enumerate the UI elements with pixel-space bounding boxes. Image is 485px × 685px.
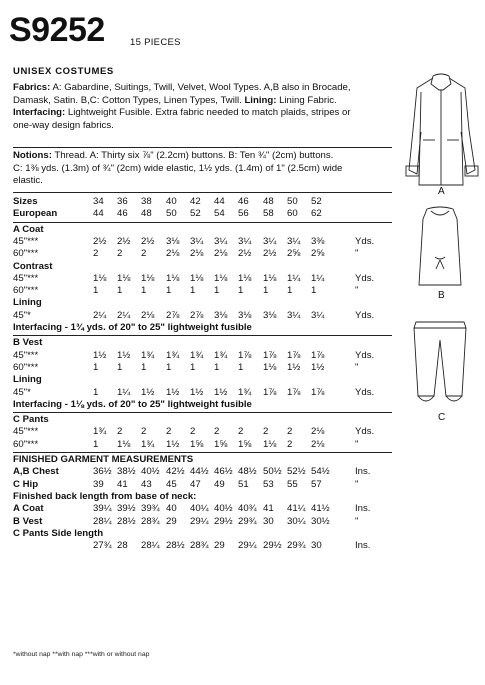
table-cell: 1⅛: [190, 272, 204, 284]
figure-c-label: C: [438, 412, 446, 423]
table-cell: 1¾: [93, 426, 107, 438]
row-label: 45"*: [13, 309, 31, 321]
table-cell: 2: [238, 426, 244, 438]
table-cell: 2: [141, 426, 147, 438]
table-cell: 2½: [238, 248, 252, 260]
table-cell: 1⅛: [263, 361, 277, 373]
fabrics-line4: one-way design fabrics.: [13, 119, 114, 131]
table-cell: 1⅛: [117, 272, 131, 284]
table-cell: 41¼: [287, 503, 306, 515]
table-cell: 2: [190, 426, 196, 438]
table-cell: 2⅛: [214, 248, 228, 260]
table-cell: 1½: [311, 361, 325, 373]
table-cell: 1⅞: [238, 349, 252, 361]
unit-label: Yds.: [355, 349, 375, 361]
table-cell: 38½: [117, 466, 136, 478]
row-label: 60"***: [13, 285, 39, 297]
table-cell: 2: [263, 426, 269, 438]
table-cell: 44: [93, 208, 104, 220]
table-cell: 55: [287, 478, 298, 490]
table-cell: 46½: [214, 466, 233, 478]
table-cell: 2: [93, 248, 99, 260]
table-cell: 1¼: [287, 272, 301, 284]
table-cell: 39¾: [141, 503, 160, 515]
table-cell: 60: [287, 208, 298, 220]
unit-label: Ins.: [355, 540, 371, 552]
row-label: 45"*: [13, 386, 31, 398]
table-cell: 3¼: [238, 235, 252, 247]
table-cell: 3⅛: [166, 235, 180, 247]
table-cell: 2⅛: [166, 248, 180, 260]
divider: [13, 192, 392, 193]
table-cell: 1: [166, 285, 172, 297]
table-cell: 1½: [93, 349, 107, 361]
table-cell: 2: [287, 438, 293, 450]
unit-label: Ins.: [355, 503, 371, 515]
table-cell: 3¼: [214, 235, 228, 247]
interfacing-label: Interfacing:: [13, 107, 66, 119]
table-cell: 1¾: [238, 386, 252, 398]
table-cell: 1: [93, 438, 99, 450]
row-label: Lining: [13, 374, 42, 386]
table-cell: 2: [287, 426, 293, 438]
table-cell: 1: [190, 361, 196, 373]
table-cell: 57: [311, 478, 322, 490]
unit-label: ": [355, 361, 359, 373]
unit-label: Ins.: [355, 466, 371, 478]
table-cell: 2⅝: [311, 248, 325, 260]
table-cell: 2⅛: [141, 309, 155, 321]
table-cell: 47: [190, 478, 201, 490]
table-cell: 1⅝: [214, 438, 228, 450]
fabrics-line1: A: Gabardine, Suitings, Twill, Velvet, Wool Types. A,B also in Brocade,: [50, 82, 351, 93]
row-label: Interfacing - 1¾ yds. of 20" to 25" lightweight fusible: [13, 322, 252, 333]
unit-label: Yds.: [355, 426, 375, 438]
piece-count: 15 PIECES: [130, 37, 181, 48]
row-label: Contrast: [13, 260, 53, 272]
notions-line2: C: 1⅜ yds. (1.3m) of ¾" (2cm) wide elastic, 1½ yds. (1.4m) of 1" (2.5cm) wide: [13, 162, 343, 174]
row-label: A Coat: [13, 503, 44, 515]
table-cell: 1⅛: [263, 438, 277, 450]
table-cell: 30: [311, 540, 322, 552]
table-cell: 3¼: [190, 235, 204, 247]
table-cell: 1½: [190, 386, 204, 398]
table-cell: 1: [238, 285, 244, 297]
table-cell: 1⅛: [214, 272, 228, 284]
table-cell: 43: [141, 478, 152, 490]
row-label: 60"***: [13, 361, 39, 373]
table-cell: 1¾: [141, 349, 155, 361]
table-cell: 2⅛: [190, 248, 204, 260]
table-cell: 2½: [117, 235, 131, 247]
table-cell: 54½: [311, 466, 330, 478]
row-label: A,B Chest: [13, 466, 59, 478]
table-cell: 40: [166, 503, 177, 515]
row-label: C Pants Side length: [13, 527, 104, 539]
table-cell: 39½: [117, 503, 136, 515]
table-cell: 58: [263, 208, 274, 220]
unit-label: Yds.: [355, 272, 375, 284]
table-cell: 3¼: [287, 309, 301, 321]
divider: [13, 452, 392, 453]
table-cell: 52: [190, 208, 201, 220]
table-cell: 1⅞: [263, 349, 277, 361]
table-cell: 41: [117, 478, 128, 490]
table-cell: 1¼: [117, 386, 131, 398]
table-cell: 1¾: [166, 349, 180, 361]
table-cell: 1: [117, 285, 123, 297]
pants-illustration: [410, 318, 470, 408]
table-cell: 1½: [141, 386, 155, 398]
unit-label: Yds.: [355, 235, 375, 247]
table-cell: 2½: [93, 235, 107, 247]
table-cell: 48: [141, 208, 152, 220]
table-cell: 1¾: [190, 349, 204, 361]
row-label: 45"***: [13, 272, 39, 284]
table-cell: 1½: [166, 438, 180, 450]
table-cell: 1⅛: [166, 272, 180, 284]
table-cell: 29¼: [238, 540, 257, 552]
notions-line1: Thread. A: Thirty six ⅞" (2.2cm) buttons. B: Ten ¾" (2cm) buttons.: [51, 150, 334, 161]
notions-line3: elastic.: [13, 175, 43, 187]
table-cell: 48: [263, 196, 274, 207]
table-cell: 1: [166, 361, 172, 373]
row-label: A Coat: [13, 223, 44, 235]
table-cell: 2½: [263, 248, 277, 260]
table-cell: 1: [214, 361, 220, 373]
table-cell: 50½: [263, 466, 282, 478]
lining-label: Lining:: [244, 94, 277, 106]
table-cell: 1½: [117, 349, 131, 361]
table-cell: 29: [214, 540, 225, 552]
pattern-number: S9252: [9, 11, 105, 49]
table-cell: 29¾: [287, 540, 306, 552]
table-cell: 1¼: [311, 272, 325, 284]
table-cell: 42½: [166, 466, 185, 478]
table-cell: 2¼: [93, 309, 107, 321]
table-cell: 30: [263, 515, 274, 527]
table-cell: 30¼: [287, 515, 306, 527]
table-cell: 1¾: [141, 438, 155, 450]
table-cell: 30½: [311, 515, 330, 527]
table-cell: 27¾: [93, 540, 112, 552]
table-cell: 40½: [141, 466, 160, 478]
table-cell: 52½: [287, 466, 306, 478]
table-cell: 1: [311, 285, 317, 297]
table-cell: 1⅞: [287, 386, 301, 398]
table-cell: 39¼: [93, 503, 112, 515]
row-label: B Vest: [13, 337, 43, 349]
table-cell: 28¼: [93, 515, 112, 527]
table-cell: 1: [93, 386, 99, 398]
row-label: 60"***: [13, 438, 39, 450]
table-cell: 1½: [214, 386, 228, 398]
table-cell: 1⅝: [190, 438, 204, 450]
row-label: C Pants: [13, 414, 49, 426]
table-cell: 3¼: [263, 235, 277, 247]
table-cell: 2: [214, 426, 220, 438]
table-cell: 29¾: [238, 515, 257, 527]
unit-label: Yds.: [355, 386, 375, 398]
row-label: Sizes: [13, 196, 38, 207]
table-cell: 44: [214, 196, 225, 207]
unit-label: Yds.: [355, 309, 375, 321]
table-cell: 3⅛: [214, 309, 228, 321]
table-cell: 38: [141, 196, 152, 207]
notions-label: Notions:: [13, 150, 52, 161]
table-cell: 1: [238, 361, 244, 373]
divider: [13, 147, 392, 148]
table-cell: 44½: [190, 466, 209, 478]
table-cell: 2: [166, 426, 172, 438]
table-cell: 40½: [214, 503, 233, 515]
table-cell: 1⅛: [238, 272, 252, 284]
table-cell: 1: [214, 285, 220, 297]
table-cell: 1½: [287, 361, 301, 373]
table-cell: 3¼: [287, 235, 301, 247]
table-cell: 54: [214, 208, 225, 220]
divider: [13, 412, 392, 413]
table-cell: 2: [141, 248, 147, 260]
coat-illustration: [397, 70, 485, 190]
table-cell: 29: [166, 515, 177, 527]
table-cell: 50: [287, 196, 298, 207]
row-label: 45"***: [13, 349, 39, 361]
row-label: European: [13, 208, 58, 220]
row-label: Finished back length from base of neck:: [13, 490, 197, 502]
table-cell: 1: [93, 285, 99, 297]
table-cell: 1⅝: [238, 438, 252, 450]
fabrics-line2: Damask, Satin. B,C: Cotton Types, Linen Types, Twill.: [13, 94, 245, 106]
figure-b-label: B: [438, 290, 445, 301]
table-cell: 28: [117, 540, 128, 552]
table-cell: 34: [93, 196, 104, 207]
table-cell: 28¼: [141, 540, 160, 552]
table-cell: 42: [190, 196, 201, 207]
table-cell: 3⅛: [263, 309, 277, 321]
figure-a-label: A: [438, 186, 445, 197]
table-cell: 1⅛: [263, 272, 277, 284]
table-cell: 46: [117, 208, 128, 220]
table-cell: 41: [263, 503, 274, 515]
table-cell: 1: [287, 285, 293, 297]
table-cell: 2⅛: [311, 426, 325, 438]
table-cell: 1½: [166, 386, 180, 398]
table-cell: 40¼: [190, 503, 209, 515]
table-cell: 1: [93, 361, 99, 373]
unit-label: ": [355, 478, 359, 490]
table-cell: 49: [214, 478, 225, 490]
table-cell: 3⅜: [311, 235, 325, 247]
table-cell: 48½: [238, 466, 257, 478]
table-cell: 1⅛: [93, 272, 107, 284]
row-label: C Hip: [13, 478, 39, 490]
table-cell: 45: [166, 478, 177, 490]
table-cell: 2⅞: [166, 309, 180, 321]
table-cell: 29¼: [190, 515, 209, 527]
table-cell: 3¼: [311, 309, 325, 321]
table-cell: 28¾: [190, 540, 209, 552]
row-label: 60"***: [13, 248, 39, 260]
table-cell: 2½: [141, 235, 155, 247]
row-label: 45"***: [13, 235, 39, 247]
table-cell: 53: [263, 478, 274, 490]
table-cell: 1⅞: [311, 386, 325, 398]
table-cell: 1⅞: [287, 349, 301, 361]
lining-text: Lining Fabric.: [276, 94, 337, 106]
table-cell: 1: [263, 285, 269, 297]
table-cell: 1⅛: [117, 438, 131, 450]
table-cell: 1: [141, 361, 147, 373]
table-cell: 2: [117, 248, 123, 260]
table-cell: 41½: [311, 503, 330, 515]
unit-label: ": [355, 438, 359, 450]
table-cell: 2: [117, 426, 123, 438]
table-cell: 28½: [117, 515, 136, 527]
table-cell: 1: [190, 285, 196, 297]
divider: [13, 335, 392, 336]
table-cell: 1: [141, 285, 147, 297]
vest-illustration: [405, 205, 475, 290]
table-cell: 40: [166, 196, 177, 207]
unit-label: ": [355, 285, 359, 297]
table-cell: 2¼: [117, 309, 131, 321]
table-cell: 52: [311, 196, 322, 207]
fabrics-label: Fabrics:: [13, 82, 51, 93]
table-cell: 2⅝: [287, 248, 301, 260]
row-label: Interfacing - 1⅛ yds. of 20" to 25" lightweight fusible: [13, 398, 252, 410]
table-cell: 62: [311, 208, 322, 220]
table-cell: 3⅛: [238, 309, 252, 321]
table-cell: 1¾: [214, 349, 228, 361]
row-label: 45"***: [13, 426, 39, 438]
table-cell: 2⅞: [190, 309, 204, 321]
unit-label: ": [355, 248, 359, 260]
interfacing-text: Lightweight Fusible. Extra fabric needed to match plaids, stripes or: [65, 107, 351, 119]
table-cell: 46: [238, 196, 249, 207]
table-cell: 29½: [214, 515, 233, 527]
table-cell: 36: [117, 196, 128, 207]
table-cell: 1⅛: [141, 272, 155, 284]
finished-measurements-title: FINISHED GARMENT MEASUREMENTS: [13, 454, 194, 465]
table-cell: 28½: [166, 540, 185, 552]
table-cell: 36½: [93, 466, 112, 478]
table-cell: 56: [238, 208, 249, 220]
table-cell: 2⅛: [311, 438, 325, 450]
table-cell: 29½: [263, 540, 282, 552]
table-cell: 39: [93, 478, 104, 490]
unit-label: ": [355, 515, 359, 527]
row-label: B Vest: [13, 515, 43, 527]
footnote: *without nap **with nap ***with or without nap: [13, 651, 150, 658]
table-cell: 40¾: [238, 503, 257, 515]
table-cell: 51: [238, 478, 249, 490]
table-cell: 50: [166, 208, 177, 220]
table-cell: 28¾: [141, 515, 160, 527]
subtitle: UNISEX COSTUMES: [13, 66, 114, 77]
divider: [13, 222, 392, 223]
table-cell: 1: [117, 361, 123, 373]
table-cell: 1⅞: [311, 349, 325, 361]
row-label: Lining: [13, 297, 42, 309]
table-cell: 1⅞: [263, 386, 277, 398]
